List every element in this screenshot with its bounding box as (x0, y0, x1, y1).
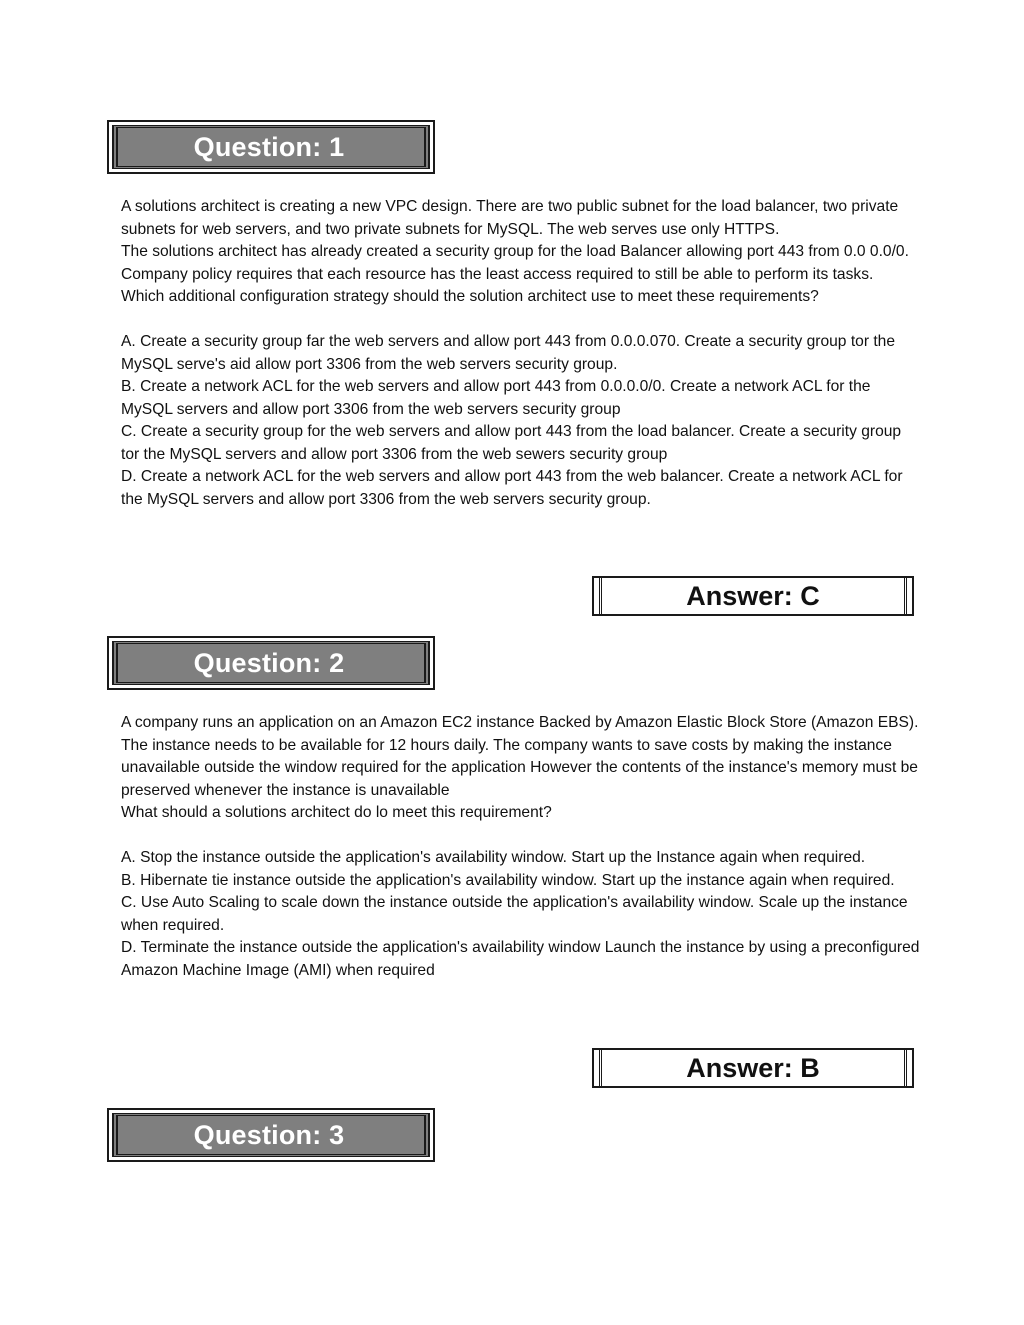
answer-option-a: A. Stop the instance outside the application's availability window. Start up the Instance again when required. (121, 849, 866, 866)
answer-box-1 (592, 576, 914, 616)
question-header-3 (107, 1108, 435, 1162)
question-body-2 (121, 712, 921, 982)
question-header-inner (112, 641, 430, 685)
answer-option-c: C. Create a security group for the web servers and allow port 443 from the load balancer. Create a security group tor the MySQL servers and allow port 3306 from the web sewers security group (121, 423, 902, 463)
question-stem-line: A solutions architect is creating a new VPC design. There are two public subnet for the load balancer, two private subnets for web servers, and two private subnets for MySQL. The web serves use only HTTPS. (121, 198, 899, 238)
answer-option-a: A. Create a security group far the web servers and allow port 443 from 0.0.0.070. Create a security group tor the MySQL serve's aid allow port 3306 from the web servers security group. (121, 333, 896, 373)
question-header-inner (112, 1113, 430, 1157)
answer-option-b: B. Hibernate tie instance outside the application's availability window. Start up the instance again when required. (121, 871, 895, 889)
answer-option-c: C. Use Auto Scaling to scale down the instance outside the application's availability window. Scale up the instance when required. (121, 894, 908, 934)
answer-box-2 (592, 1048, 914, 1088)
question-stem-line: What should a solutions architect do lo meet this requirement? (121, 804, 552, 821)
question-header-1 (107, 120, 435, 174)
question-stem-line: Which additional configuration strategy should the solution architect use to meet these requirements? (121, 288, 819, 305)
question-body-1 (121, 196, 921, 511)
answer-option-d: D. Terminate the instance outside the application's availability window Launch the instance by using a preconfigured Amazon Machine Image (AMI) when required (121, 939, 920, 979)
answer-label: Answer: C (686, 580, 820, 611)
question-stem-line: The solutions architect has already created a security group for the load Balancer allowing port 443 from 0.0 0.0/0. Company policy requires that each resource has the least access required to still be able to perform its tasks. (121, 243, 909, 283)
question-title: Question: 2 (193, 647, 345, 678)
question-title: Question: 1 (193, 131, 345, 162)
question-stem-line: A company runs an application on an Amazon EC2 instance Backed by Amazon Elastic Block Store (Amazon EBS). The instance needs to be available for 12 hours daily. The company wants to save costs by making the instance unavailable outside the window required for the application However the contents of the instance's memory must be preserved whenever the instance is unavailable (121, 714, 919, 799)
answer-option-d: D. Create a network ACL for the web servers and allow port 443 from the web balancer. Create a network ACL for the MySQL servers and allow port 3306 from the web servers security group. (121, 468, 903, 508)
question-title: Question: 3 (193, 1119, 345, 1150)
answer-option-b: B. Create a network ACL for the web servers and allow port 443 from 0.0.0.0/0. Create a network ACL for the MySQL servers and allow port 3306 from the web servers security group (121, 378, 871, 418)
answer-box-inner (599, 578, 907, 614)
question-header-2 (107, 636, 435, 690)
answer-box-inner (599, 1050, 907, 1086)
question-header-inner (112, 125, 430, 169)
answer-label: Answer: B (686, 1052, 820, 1083)
